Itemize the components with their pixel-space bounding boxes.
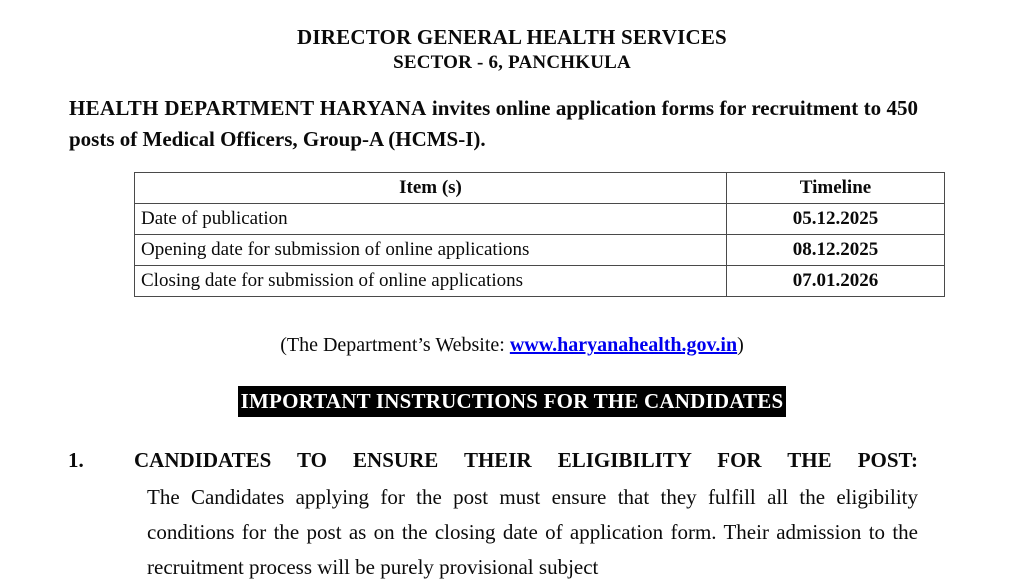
section-body-paragraph: The Candidates applying for the post must ensure that they fulfill all the eligibility conditions for the post as on the closing date of application form. Their admission to the recruitment process will be purely provisional subject	[147, 485, 918, 579]
masthead-address: SECTOR - 6, PANCHKULA	[393, 52, 631, 73]
timeline-table	[134, 172, 945, 297]
important-instructions-heading	[0, 386, 1024, 417]
website-prefix: (The Department’s Website:	[280, 334, 510, 356]
table-cell-timeline: 08.12.2025	[727, 235, 945, 266]
table-cell-item: Date of publication	[135, 204, 727, 235]
masthead	[0, 0, 1024, 75]
table-row	[135, 235, 945, 266]
intro-text: invites online application forms for recruitment to 450 posts of Medical Officers, Group-A (HCMS-I).	[69, 96, 918, 151]
intro-paragraph	[69, 93, 918, 155]
table-cell-item: Closing date for submission of online applications	[135, 266, 727, 297]
section-number: 1.	[68, 448, 84, 472]
masthead-organization: DIRECTOR GENERAL HEALTH SERVICES	[297, 25, 727, 49]
table-cell-item: Opening date for submission of online applications	[135, 235, 727, 266]
important-instructions-label: IMPORTANT INSTRUCTIONS FOR THE CANDIDATES	[238, 386, 787, 417]
website-suffix: )	[737, 334, 744, 356]
column-header-item: Item (s)	[135, 173, 727, 204]
intro-emphasis: HEALTH DEPARTMENT HARYANA	[69, 96, 427, 120]
department-website-link[interactable]: www.haryanahealth.gov.in	[509, 334, 738, 356]
table-cell-timeline: 07.01.2026	[727, 266, 945, 297]
table-row	[135, 204, 945, 235]
table-row	[135, 266, 945, 297]
column-header-timeline: Timeline	[727, 173, 945, 204]
table-header-row	[135, 173, 945, 204]
department-website-line	[0, 332, 1024, 358]
timeline-table-container	[134, 172, 944, 297]
table-cell-timeline: 05.12.2025	[727, 204, 945, 235]
section-1	[0, 444, 1024, 585]
section-heading-row	[0, 444, 1024, 478]
section-heading: CANDIDATES TO ENSURE THEIR ELIGIBILITY FOR THE POST:	[134, 448, 918, 472]
